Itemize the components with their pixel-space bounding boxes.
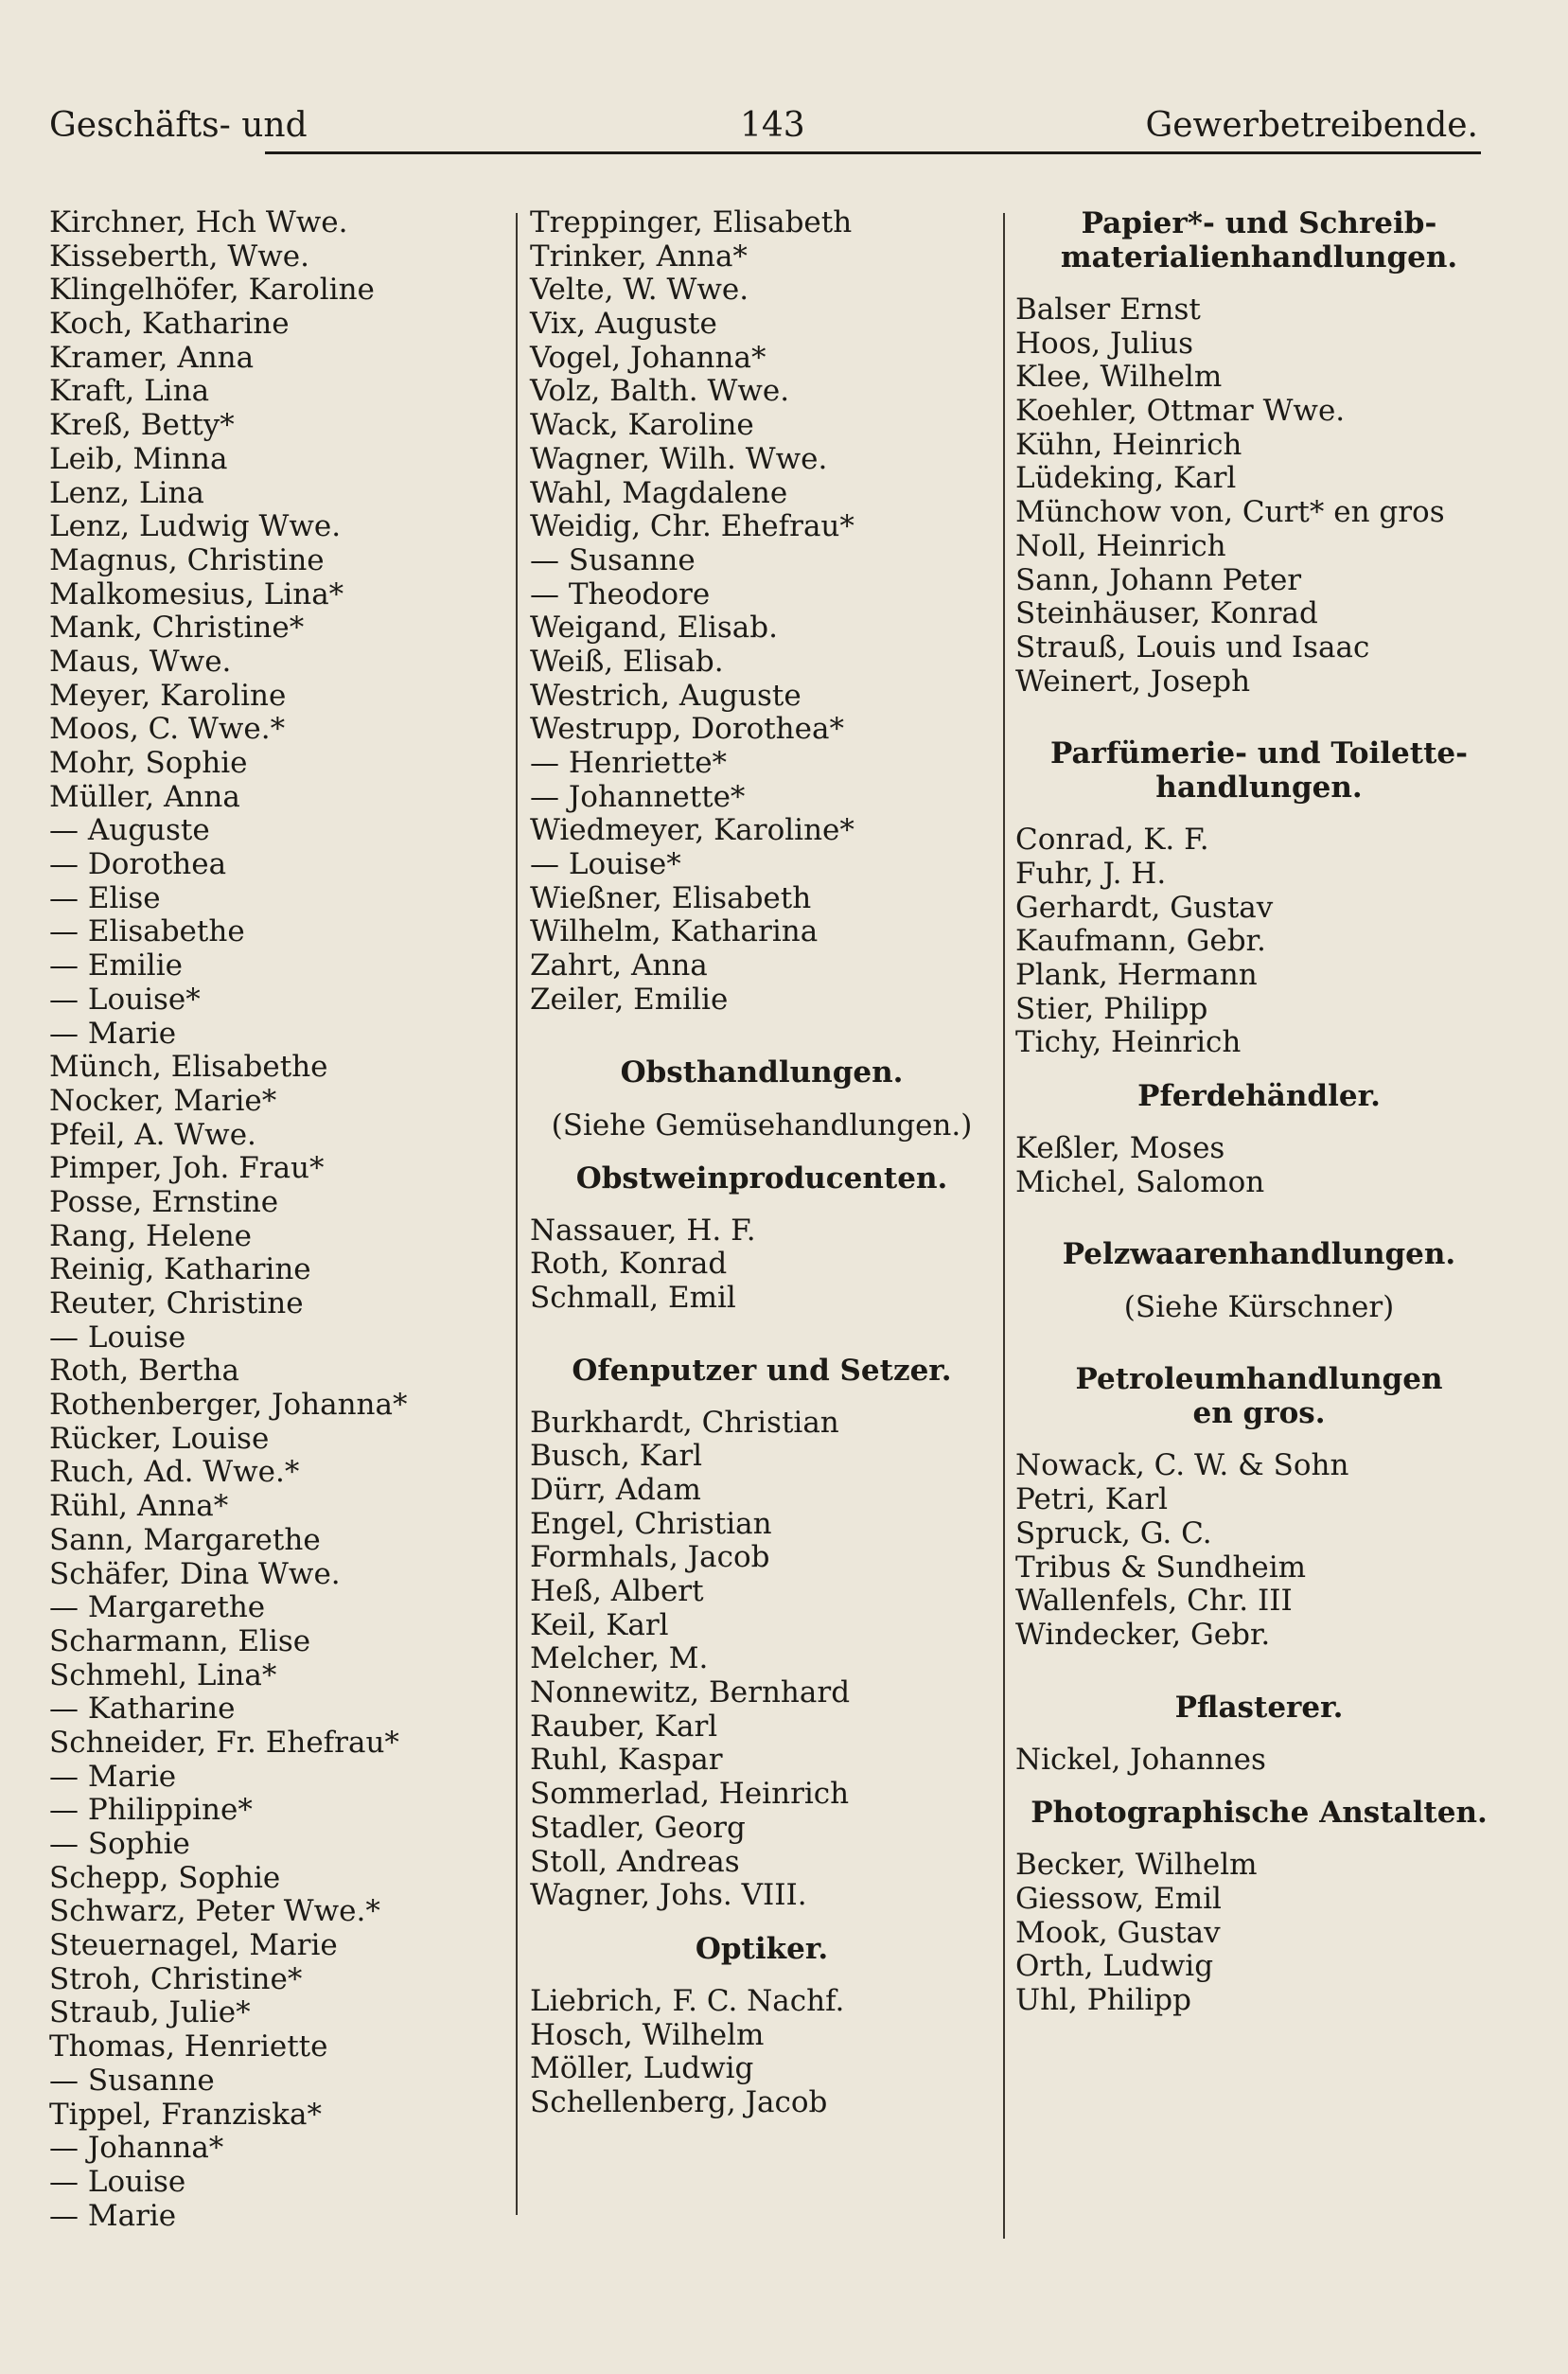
- directory-entry: Kreß, Betty*: [49, 408, 235, 443]
- directory-entry: Kühn, Heinrich: [1015, 427, 1242, 462]
- directory-entry: — Auguste: [49, 813, 210, 848]
- directory-entry: Nonnewitz, Bernhard: [530, 1675, 851, 1710]
- directory-entry: Gerhardt, Gustav: [1015, 890, 1274, 925]
- directory-entry: Müller, Anna: [49, 779, 240, 814]
- directory-entry: Nowack, C. W. & Sohn: [1015, 1448, 1349, 1483]
- directory-entry: — Margarethe: [49, 1590, 266, 1625]
- section-heading-petroleum: Petroleumhandlungen: [1075, 1362, 1443, 1397]
- directory-entry: Reuter, Christine: [49, 1286, 304, 1320]
- directory-entry: Dürr, Adam: [530, 1472, 701, 1507]
- section-heading-parfuemerie-cont: handlungen.: [1155, 771, 1363, 806]
- directory-entry: — Sophie: [49, 1827, 190, 1861]
- directory-entry: Liebrich, F. C. Nachf.: [530, 1983, 845, 2018]
- name-list: [530, 1407, 994, 1913]
- directory-entry: Nocker, Marie*: [49, 1083, 277, 1118]
- directory-entry: Orth, Ludwig: [1015, 1949, 1214, 1984]
- section-heading-petroleum-cont: en gros.: [1192, 1396, 1326, 1431]
- section-heading-optiker: Optiker.: [695, 1931, 829, 1966]
- directory-entry: Münchow von, Curt* en gros: [1015, 495, 1445, 530]
- name-list: [1015, 1744, 1503, 1778]
- directory-entry: Melcher, M.: [530, 1641, 709, 1676]
- directory-entry: Heß, Albert: [530, 1574, 704, 1608]
- directory-entry: Kirchner, Hch Wwe.: [49, 205, 348, 239]
- directory-entry: Kaufmann, Gebr.: [1015, 924, 1266, 959]
- running-head: [49, 106, 1478, 153]
- directory-entry: Lenz, Ludwig Wwe.: [49, 509, 342, 544]
- name-list: [530, 1985, 994, 2120]
- directory-entry: Koehler, Ottmar Wwe.: [1015, 394, 1346, 429]
- directory-entry: Straub, Julie*: [49, 1995, 251, 2030]
- name-list: [530, 206, 994, 1018]
- directory-entry: Rauber, Karl: [530, 1709, 718, 1744]
- directory-entry: Plank, Hermann: [1015, 958, 1258, 992]
- directory-entry: Klee, Wilhelm: [1015, 360, 1223, 395]
- section-heading-obstweinproducenten: Obstweinproducenten.: [575, 1160, 948, 1196]
- section-heading-pferdehaendler: Pferdehändler.: [1137, 1079, 1381, 1114]
- directory-entry: — Philippine*: [49, 1793, 253, 1828]
- directory-entry: Noll, Heinrich: [1015, 528, 1226, 563]
- directory-entry: Vogel, Johanna*: [530, 340, 766, 375]
- directory-entry: Wack, Karoline: [530, 408, 754, 443]
- directory-entry: Hoos, Julius: [1015, 326, 1194, 361]
- directory-entry: Windecker, Gebr.: [1015, 1617, 1271, 1652]
- directory-entry: Trinker, Anna*: [530, 239, 748, 274]
- directory-entry: Rothenberger, Johanna*: [49, 1388, 408, 1423]
- directory-entry: Vix, Auguste: [530, 307, 717, 342]
- directory-entry: Wallenfels, Chr. III: [1015, 1584, 1293, 1619]
- directory-entry: — Johanna*: [49, 2131, 224, 2166]
- directory-entry: Wagner, Wilh. Wwe.: [530, 441, 828, 476]
- directory-entry: Schellenberg, Jacob: [530, 2084, 828, 2119]
- directory-entry: Stier, Philipp: [1015, 991, 1208, 1026]
- directory-entry: Malkomesius, Lina*: [49, 576, 344, 611]
- directory-entry: Schmall, Emil: [530, 1280, 736, 1315]
- directory-entry: Engel, Christian: [530, 1506, 772, 1541]
- directory-entry: Kisseberth, Wwe.: [49, 239, 309, 274]
- directory-entry: Maus, Wwe.: [49, 644, 232, 679]
- directory-entry: Schneider, Fr. Ehefrau*: [49, 1725, 399, 1760]
- directory-entry: Rühl, Anna*: [49, 1489, 229, 1524]
- directory-entry: Klingelhöfer, Karoline: [49, 273, 375, 308]
- name-list: [1015, 1132, 1503, 1199]
- directory-entry: Strauß, Louis und Isaac: [1015, 629, 1370, 664]
- directory-entry: — Louise*: [530, 847, 681, 882]
- directory-entry: Spruck, G. C.: [1015, 1515, 1212, 1550]
- directory-entry: — Marie: [49, 2198, 177, 2233]
- column-rule: [516, 213, 518, 2215]
- directory-entry: — Susanne: [530, 542, 696, 577]
- directory-entry: Lenz, Lina: [49, 475, 204, 510]
- directory-entry: — Louise*: [49, 982, 201, 1017]
- section-heading-obsthandlungen: Obsthandlungen.: [620, 1054, 904, 1090]
- name-list: [49, 206, 503, 2233]
- directory-entry: Giessow, Emil: [1015, 1881, 1222, 1916]
- directory-entry: Schmehl, Lina*: [49, 1657, 277, 1692]
- directory-entry: Westrupp, Dorothea*: [530, 712, 844, 747]
- name-list: [1015, 1849, 1503, 2017]
- directory-entry: Tribus & Sundheim: [1015, 1550, 1307, 1585]
- directory-entry: Weiß, Elisab.: [530, 644, 724, 679]
- header-rule: [265, 151, 1481, 154]
- directory-entry: — Emilie: [49, 948, 183, 983]
- directory-entry: Mank, Christine*: [49, 611, 305, 646]
- directory-entry: Burkhardt, Christian: [530, 1405, 839, 1440]
- directory-entry: Münch, Elisabethe: [49, 1050, 328, 1085]
- directory-entry: — Katharine: [49, 1692, 236, 1727]
- directory-entry: Lüdeking, Karl: [1015, 461, 1237, 496]
- directory-entry: Weigand, Elisab.: [530, 611, 778, 646]
- running-head-right: Gewerbetreibende.: [1145, 106, 1478, 145]
- directory-entry: Moos, C. Wwe.*: [49, 712, 286, 747]
- directory-entry: Ruhl, Kaspar: [530, 1743, 723, 1778]
- directory-entry: Schepp, Sophie: [49, 1860, 281, 1895]
- directory-entry: Schwarz, Peter Wwe.*: [49, 1894, 380, 1929]
- directory-entry: Sann, Johann Peter: [1015, 562, 1302, 597]
- column-2: [530, 206, 994, 2120]
- directory-entry: Keßler, Moses: [1015, 1131, 1225, 1166]
- directory-entry: — Marie: [49, 1016, 177, 1051]
- directory-entry: Thomas, Henriette: [49, 2029, 328, 2064]
- directory-entry: Weidig, Chr. Ehefrau*: [530, 509, 854, 544]
- directory-entry: Roth, Bertha: [49, 1354, 239, 1389]
- directory-entry: Zahrt, Anna: [530, 948, 708, 983]
- directory-entry: Leib, Minna: [49, 441, 228, 476]
- directory-entry: — Henriette*: [530, 746, 728, 780]
- directory-entry: Zeiler, Emilie: [530, 982, 729, 1017]
- column-3: [1015, 206, 1503, 2018]
- directory-entry: — Louise: [49, 2164, 186, 2199]
- name-list: [1015, 824, 1503, 1060]
- directory-entry: Stadler, Georg: [530, 1810, 746, 1845]
- directory-entry: — Dorothea: [49, 847, 227, 882]
- directory-entry: Wilhelm, Katharina: [530, 914, 819, 949]
- directory-entry: Roth, Konrad: [530, 1247, 728, 1282]
- directory-entry: Tichy, Heinrich: [1015, 1025, 1242, 1060]
- directory-entry: Meyer, Karoline: [49, 678, 287, 713]
- cross-reference-note: (Siehe Gemüsehandlungen.): [551, 1107, 973, 1143]
- directory-entry: Conrad, K. F.: [1015, 823, 1209, 858]
- directory-entry: Sann, Margarethe: [49, 1522, 321, 1557]
- directory-entry: Möller, Ludwig: [530, 2051, 754, 2086]
- directory-entry: Balser Ernst: [1015, 292, 1201, 327]
- directory-entry: Posse, Ernstine: [49, 1184, 279, 1219]
- cross-reference-note: (Siehe Kürschner): [1123, 1290, 1395, 1325]
- directory-entry: Nassauer, H. F.: [530, 1213, 756, 1248]
- section-heading-papier: Papier*- und Schreib-: [1081, 206, 1437, 240]
- section-heading-ofenputzer: Ofenputzer und Setzer.: [572, 1353, 952, 1388]
- directory-entry: — Elise: [49, 880, 161, 915]
- directory-entry: Treppinger, Elisabeth: [530, 205, 853, 239]
- directory-entry: Pimper, Joh. Frau*: [49, 1151, 325, 1186]
- directory-entry: — Marie: [49, 1759, 177, 1794]
- directory-entry: Keil, Karl: [530, 1607, 669, 1642]
- directory-entry: Uhl, Philipp: [1015, 1983, 1191, 2017]
- directory-entry: Sommerlad, Heinrich: [530, 1777, 850, 1812]
- section-heading-parfuemerie: Parfümerie- und Toilette-: [1049, 736, 1469, 771]
- directory-entry: Kramer, Anna: [49, 340, 255, 375]
- directory-entry: Reinig, Katharine: [49, 1252, 311, 1287]
- directory-entry: Ruch, Ad. Wwe.*: [49, 1455, 300, 1490]
- directory-entry: Stoll, Andreas: [530, 1844, 740, 1879]
- name-list: [530, 1214, 994, 1316]
- directory-entry: Wießner, Elisabeth: [530, 880, 812, 915]
- section-heading-pelzwaaren: Pelzwaarenhandlungen.: [1062, 1237, 1456, 1272]
- directory-entry: Petri, Karl: [1015, 1482, 1169, 1517]
- running-head-left: Geschäfts- und: [49, 106, 308, 145]
- directory-entry: Pfeil, A. Wwe.: [49, 1117, 256, 1152]
- name-list: [1015, 1449, 1503, 1652]
- directory-entry: Formhals, Jacob: [530, 1540, 770, 1575]
- column-1: [49, 206, 503, 2233]
- directory-entry: — Louise: [49, 1320, 186, 1355]
- directory-entry: Velte, W. Wwe.: [530, 273, 749, 308]
- directory-entry: Mook, Gustav: [1015, 1915, 1221, 1950]
- directory-entry: Hosch, Wilhelm: [530, 2017, 765, 2052]
- directory-entry: Kraft, Lina: [49, 374, 210, 409]
- directory-entry: Wahl, Magdalene: [530, 475, 788, 510]
- directory-entry: Westrich, Auguste: [530, 678, 802, 713]
- directory-entry: — Susanne: [49, 2063, 215, 2098]
- directory-entry: Nickel, Johannes: [1015, 1742, 1266, 1777]
- directory-entry: Scharmann, Elise: [49, 1623, 311, 1658]
- directory-entry: — Theodore: [530, 576, 711, 611]
- page-number: 143: [740, 106, 805, 145]
- section-heading-papier-cont: materialienhandlungen.: [1060, 240, 1458, 275]
- directory-entry: Wagner, Johs. VIII.: [530, 1878, 807, 1913]
- directory-entry: Tippel, Franziska*: [49, 2097, 322, 2132]
- directory-entry: Weinert, Joseph: [1015, 664, 1251, 699]
- section-heading-pflasterer: Pflasterer.: [1174, 1690, 1344, 1725]
- directory-entry: Rang, Helene: [49, 1218, 253, 1253]
- column-rule: [1003, 213, 1005, 2239]
- directory-entry: Fuhr, J. H.: [1015, 856, 1167, 891]
- directory-entry: Wiedmeyer, Karoline*: [530, 813, 854, 848]
- directory-entry: — Elisabethe: [49, 914, 245, 949]
- directory-entry: Michel, Salomon: [1015, 1164, 1265, 1199]
- directory-entry: Busch, Karl: [530, 1439, 703, 1474]
- directory-entry: Volz, Balth. Wwe.: [530, 374, 790, 409]
- name-list: [1015, 293, 1503, 699]
- directory-entry: Koch, Katharine: [49, 307, 290, 342]
- directory-entry: Schäfer, Dina Wwe.: [49, 1556, 341, 1591]
- directory-entry: Becker, Wilhelm: [1015, 1848, 1258, 1883]
- directory-entry: Steuernagel, Marie: [49, 1928, 338, 1963]
- directory-entry: — Johannette*: [530, 779, 746, 814]
- directory-entry: Magnus, Christine: [49, 542, 325, 577]
- directory-entry: Rücker, Louise: [49, 1421, 270, 1456]
- directory-entry: Mohr, Sophie: [49, 746, 248, 780]
- directory-entry: Steinhäuser, Konrad: [1015, 596, 1318, 631]
- section-heading-photographische: Photographische Anstalten.: [1031, 1796, 1488, 1831]
- directory-entry: Stroh, Christine*: [49, 1961, 303, 1996]
